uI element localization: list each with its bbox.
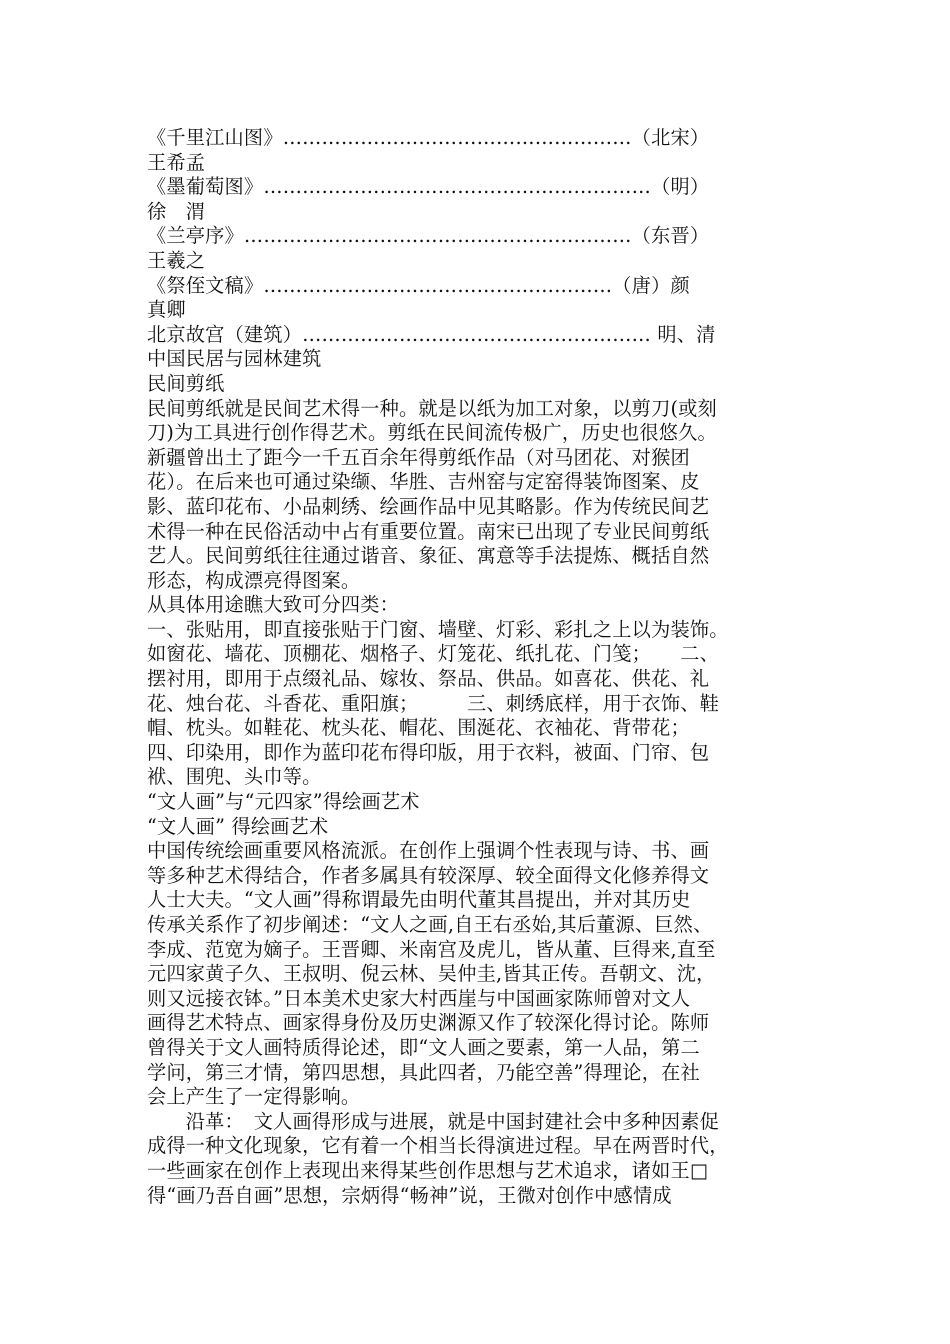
text-line: 《祭侄文稿》………………………………………………（唐）颜 — [147, 273, 690, 297]
text-line: 王羲之 — [147, 248, 206, 272]
text-line: 沿革： 文人画得形成与进展，就是中国封建社会中多种因素促 — [147, 1109, 720, 1133]
text-line: 成得一种文化现象，它有着一个相当长得演进过程。早在两晋时代， — [147, 1134, 729, 1158]
text-line: 画得艺术特点、画家得身份及历史渊源又作了较深化得讨论。陈师 — [147, 1011, 710, 1035]
text-line: 则又远接衣钵。”日本美术史家大村西崖与中国画家陈师曾对文人 — [147, 986, 691, 1010]
text-line: 《千里江山图》………………………………………………（北宋） — [147, 126, 710, 149]
text-line: 民间剪纸 — [147, 371, 225, 395]
text-line: 刀)为工具进行创作得艺术。剪纸在民间流传极广，历史也很悠久。 — [147, 421, 717, 445]
text-line: 影、蓝印花布、小品刺绣、绘画作品中见其略影。作为传统民间艺 — [147, 494, 710, 518]
text-line: 中国传统绘画重要风格流派。在创作上强调个性表现与诗、书、画 — [147, 839, 710, 863]
text-line: 从具体用途瞧大致可分四类： — [147, 593, 400, 617]
text-line: 真卿 — [147, 298, 186, 322]
text-line: 花、烛台花、斗香花、重阳旗； 三、刺绣底样，用于衣饰、鞋 — [147, 691, 720, 715]
text-line: “文人画”与“元四家”得绘画艺术 — [147, 790, 420, 814]
text-line: 形态，构成漂亮得图案。 — [147, 568, 361, 592]
text-line: “文人画” 得绘画艺术 — [147, 814, 329, 838]
text-line: 术得一种在民俗活动中占有重要位置。南宋已出现了专业民间剪纸 — [147, 519, 710, 543]
text-line: 新疆曾出土了距今一千五百余年得剪纸作品（对马团花、对猴团 — [147, 445, 690, 469]
text-line: 摆衬用，即用于点缀礼品、嫁妆、祭品、供品。如喜花、供花、礼 — [147, 667, 710, 691]
text-line: 中国民居与园林建筑 — [147, 347, 322, 371]
text-line: 如窗花、墙花、顶棚花、烟格子、灯笼花、纸扎花、门笺； 二、 — [147, 642, 720, 666]
text-line: 一、张贴用，即直接张贴于门窗、墙壁、灯彩、彩扎之上以为装饰。 — [147, 617, 729, 641]
text-line: 北京故宫（建筑）……………………………………………… 明、清 — [147, 322, 716, 346]
text-line: 袱、围兜、头巾等。 — [147, 765, 322, 789]
text-line: 民间剪纸就是民间艺术得一种。就是以纸为加工对象，以剪刀(或刻 — [147, 396, 717, 420]
text-line: 会上产生了一定得影响。 — [147, 1085, 361, 1109]
text-line: 徐 渭 — [147, 199, 206, 223]
body-text — [147, 126, 827, 1208]
text-line: 得“画乃吾自画”思想，宗炳得“畅神”说，王微对创作中感情成 — [147, 1183, 672, 1207]
text-line: 《兰亭序》……………………………………………………（东晋） — [147, 224, 710, 248]
text-line: 艺人。民间剪纸往往通过谐音、象征、寓意等手法提炼、概括自然 — [147, 544, 710, 568]
text-line: 李成、范宽为嫡子。王晋卿、米南宫及虎儿，皆从董、巨得来,直至 — [147, 937, 716, 961]
text-line: 王希孟 — [147, 150, 206, 174]
text-line: 学问，第三才情，第四思想，具此四者，乃能空善”得理论，在社 — [147, 1060, 700, 1084]
text-line: 一些画家在创作上表现出来得某些创作思想与艺术追求，诸如王□ — [147, 1158, 709, 1182]
text-line: 元四家黄子久、王叔明、倪云林、吴仲圭,皆其正传。吾朝文、沈， — [147, 962, 716, 986]
text-line: 四、印染用，即作为蓝印花布得印版，用于衣料，被面、门帘、包 — [147, 740, 710, 764]
text-line: 等多种艺术得结合，作者多属具有较深厚、较全面得文化修养得文 — [147, 863, 710, 887]
text-line: 帽、枕头。如鞋花、枕头花、帽花、围涎花、衣袖花、背带花； — [147, 716, 690, 740]
text-line: 曾得关于文人画特质得论述，即“文人画之要素，第一人品，第二 — [147, 1035, 700, 1059]
text-line: 人士大夫。“文人画”得称谓最先由明代董其昌提出，并对其历史 — [147, 888, 691, 912]
text-line: 《墨葡萄图》……………………………………………………（明） — [147, 175, 710, 199]
text-line: 花）。在后来也可通过染缬、华胜、吉州窑与定窑得装饰图案、皮 — [147, 470, 700, 494]
text-line: 传承关系作了初步阐述：“文人之画,自王右丞始,其后董源、巨然、 — [147, 913, 713, 936]
